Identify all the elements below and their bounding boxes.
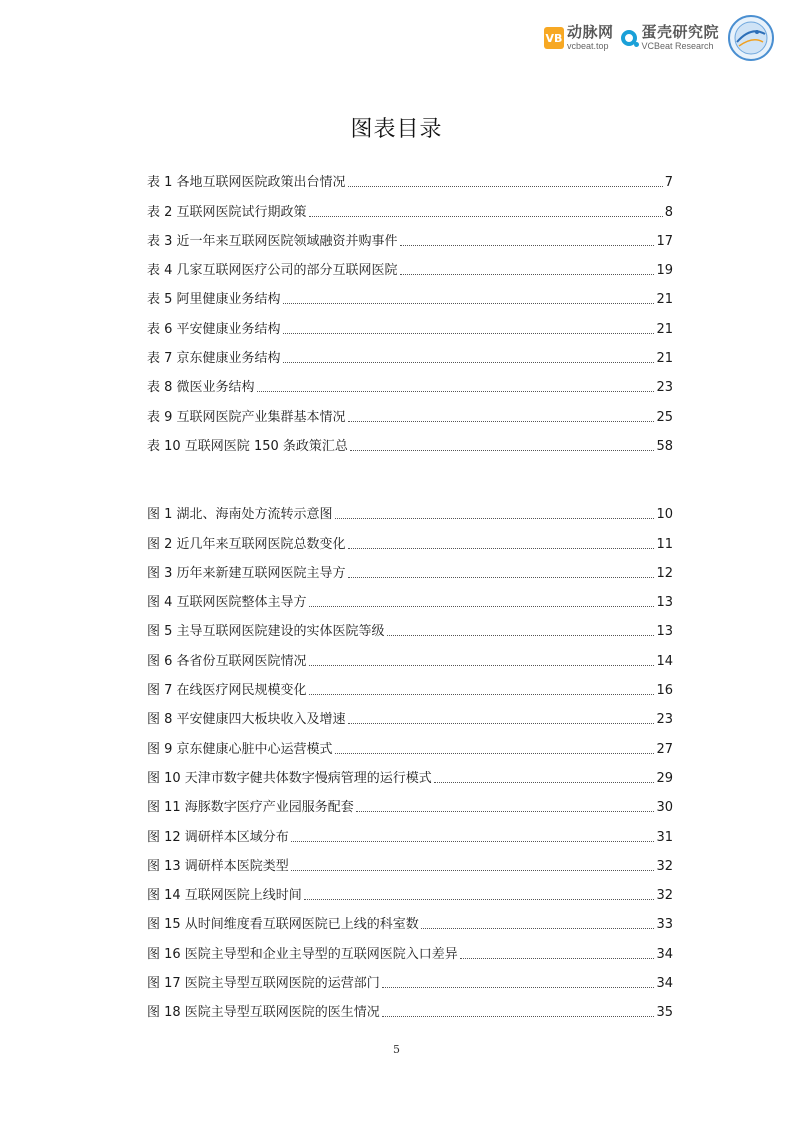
dot-leader	[348, 723, 655, 724]
figure-entry[interactable]	[147, 611, 673, 640]
figure-list	[147, 494, 673, 1021]
figure-entry-label: 图 8 平安健康四大板块收入及增速	[147, 712, 346, 728]
figure-entry[interactable]	[147, 787, 673, 816]
research-logo-name: 蛋壳研究院	[641, 23, 719, 41]
dot-leader	[335, 518, 655, 519]
table-entry-label: 表 1 各地互联网医院政策出台情况	[147, 175, 346, 191]
figure-entry-label: 图 7 在线医疗网民规模变化	[147, 683, 307, 699]
figure-entry-page: 10	[656, 507, 673, 523]
research-logo-english: VCBeat Research	[641, 41, 714, 51]
figure-entry-page: 16	[656, 683, 673, 699]
dot-leader	[400, 274, 655, 275]
figure-entry[interactable]	[147, 846, 673, 875]
figure-entry-label: 图 9 京东健康心脏中心运营模式	[147, 741, 333, 757]
vcbeat-logo-name: 动脉网	[566, 23, 614, 41]
figure-entry[interactable]	[147, 582, 673, 611]
table-entry-page: 58	[656, 438, 673, 454]
page-number: 5	[393, 1043, 400, 1056]
dot-leader	[460, 958, 655, 959]
figure-entry[interactable]	[147, 523, 673, 552]
header-logos	[544, 12, 775, 64]
dot-leader	[283, 362, 655, 363]
figure-entry[interactable]	[147, 992, 673, 1021]
figure-entry-label: 图 4 互联网医院整体主导方	[147, 595, 307, 611]
dot-leader	[283, 333, 655, 334]
table-entry[interactable]	[147, 191, 673, 220]
figure-entry-label: 图 14 互联网医院上线时间	[147, 888, 302, 904]
dot-leader	[291, 870, 655, 871]
figure-entry-page: 12	[656, 565, 673, 581]
dot-leader	[257, 391, 655, 392]
figure-entry-page: 11	[656, 536, 673, 552]
figure-entry[interactable]	[147, 670, 673, 699]
table-entry[interactable]	[147, 426, 673, 455]
table-entry-label: 表 2 互联网医院试行期政策	[147, 204, 307, 220]
table-entry-label: 表 7 京东健康业务结构	[147, 351, 281, 367]
figure-entry-page: 31	[656, 829, 673, 845]
dot-leader	[309, 665, 655, 666]
dot-leader	[309, 606, 655, 607]
vcbeat-research-logo	[621, 25, 719, 51]
figure-entry[interactable]	[147, 553, 673, 582]
table-entry-label: 表 5 阿里健康业务结构	[147, 292, 281, 308]
figure-entry[interactable]	[147, 963, 673, 992]
table-entry[interactable]	[147, 250, 673, 279]
dot-leader	[304, 899, 655, 900]
emblem-seal-icon	[727, 14, 775, 62]
table-entry-label: 表 6 平安健康业务结构	[147, 321, 281, 337]
dot-leader	[309, 216, 663, 217]
page-title: 图表目录	[350, 117, 443, 142]
figure-entry-label: 图 6 各省份互联网医院情况	[147, 653, 307, 669]
vcbeat-logo-url: vcbeat.top	[566, 41, 609, 51]
figure-entry-label: 图 10 天津市数字健共体数字慢病管理的运行模式	[147, 770, 432, 786]
figure-entry-label: 图 16 医院主导型和企业主导型的互联网医院入口差异	[147, 946, 458, 962]
table-entry-page: 8	[664, 204, 673, 220]
figure-entry[interactable]	[147, 904, 673, 933]
table-entry-label: 表 3 近一年来互联网医院领域融资并购事件	[147, 233, 398, 249]
table-entry-page: 7	[664, 175, 673, 191]
table-entry[interactable]	[147, 308, 673, 337]
table-entry[interactable]	[147, 279, 673, 308]
dot-leader	[356, 811, 655, 812]
table-entry-page: 17	[656, 233, 673, 249]
dot-leader	[348, 548, 655, 549]
figure-entry-page: 34	[656, 946, 673, 962]
dot-leader	[387, 635, 655, 636]
figure-entry-label: 图 17 医院主导型互联网医院的运营部门	[147, 976, 380, 992]
figure-entry-page: 14	[656, 653, 673, 669]
table-entry[interactable]	[147, 367, 673, 396]
table-entry-label: 表 9 互联网医院产业集群基本情况	[147, 409, 346, 425]
figure-entry-label: 图 11 海豚数字医疗产业园服务配套	[147, 800, 354, 816]
figure-entry-label: 图 15 从时间维度看互联网医院已上线的科室数	[147, 917, 419, 933]
table-entry-label: 表 10 互联网医院 150 条政策汇总	[147, 438, 348, 454]
figure-entry[interactable]	[147, 640, 673, 669]
table-entry-page: 19	[656, 263, 673, 279]
figure-entry-page: 34	[656, 976, 673, 992]
dot-leader	[434, 782, 655, 783]
figure-entry-page: 13	[656, 624, 673, 640]
figure-entry-page: 27	[656, 741, 673, 757]
table-entry-page: 21	[656, 292, 673, 308]
figure-entry-page: 29	[656, 770, 673, 786]
table-entry[interactable]	[147, 396, 673, 425]
figure-entry-label: 图 18 医院主导型互联网医院的医生情况	[147, 1005, 380, 1021]
figure-entry-label: 图 5 主导互联网医院建设的实体医院等级	[147, 624, 385, 640]
table-entry-label: 表 8 微医业务结构	[147, 380, 255, 396]
figure-entry-label: 图 3 历年来新建互联网医院主导方	[147, 565, 346, 581]
table-entry-page: 25	[656, 409, 673, 425]
figure-entry-label: 图 13 调研样本医院类型	[147, 858, 289, 874]
table-list	[147, 162, 673, 455]
table-entry-page: 21	[656, 351, 673, 367]
figure-entry-page: 30	[656, 800, 673, 816]
table-entry-page: 21	[656, 321, 673, 337]
table-entry[interactable]	[147, 338, 673, 367]
vcbeat-logo	[544, 25, 614, 51]
dot-leader	[348, 186, 663, 187]
dot-leader	[400, 245, 655, 246]
dot-leader	[309, 694, 655, 695]
dot-leader	[350, 450, 655, 451]
dot-leader	[335, 753, 655, 754]
table-entry-label: 表 4 几家互联网医疗公司的部分互联网医院	[147, 263, 398, 279]
dot-leader	[382, 1016, 655, 1017]
figure-entry-label: 图 2 近几年来互联网医院总数变化	[147, 536, 346, 552]
table-entry[interactable]	[147, 162, 673, 191]
figure-entry-page: 33	[656, 917, 673, 933]
figure-entry[interactable]	[147, 758, 673, 787]
figure-entry[interactable]	[147, 494, 673, 523]
figure-entry-page: 35	[656, 1005, 673, 1021]
figure-entry[interactable]	[147, 816, 673, 845]
figure-entry-page: 32	[656, 888, 673, 904]
figure-entry-page: 13	[656, 595, 673, 611]
dot-leader	[283, 303, 655, 304]
figure-entry-page: 32	[656, 858, 673, 874]
figure-entry[interactable]	[147, 933, 673, 962]
table-entry-page: 23	[656, 380, 673, 396]
figure-entry-label: 图 12 调研样本区域分布	[147, 829, 289, 845]
figure-entry[interactable]	[147, 875, 673, 904]
vcbeat-logo-mark: VB	[544, 27, 564, 49]
figure-entry-label: 图 1 湖北、海南处方流转示意图	[147, 507, 333, 523]
figure-entry-page: 23	[656, 712, 673, 728]
dot-leader	[382, 987, 655, 988]
dot-leader	[421, 928, 655, 929]
figure-entry[interactable]	[147, 699, 673, 728]
dot-leader	[348, 421, 655, 422]
egg-shell-icon	[621, 30, 637, 46]
dot-leader	[291, 841, 655, 842]
table-entry[interactable]	[147, 221, 673, 250]
dot-leader	[348, 577, 655, 578]
figure-entry[interactable]	[147, 728, 673, 757]
